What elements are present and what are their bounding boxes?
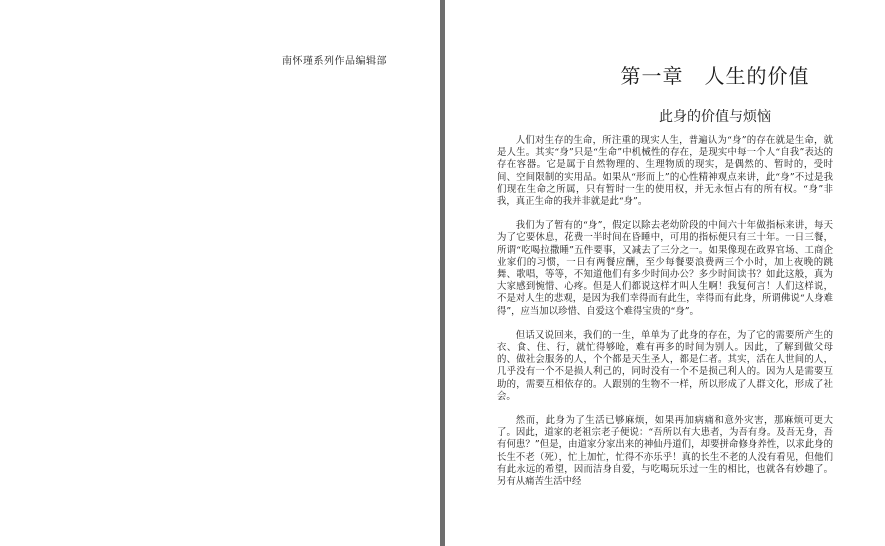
paragraph: 然而，此身为了生活已够麻烦，如果再加病痛和意外灾害，那麻烦可更大了。因此，道家的老祖宗老子便说：“吾所以有大患者，为吾有身。及吾无身，吾有何患？”但是，由道家分家出来的神仙丹道们，却要拼命修身养性，以求此身的长生不老（死），忙上加忙，忙得不亦乐乎！真的长生不老的人没有看见，但他们有此永远的希望，因而洁身自爱，与吃喝玩乐过一生的相比，也就各有妙趣了。另有从痛苦生活中经 xyxy=(497,415,833,488)
section-title: 此身的价值与烦恼 xyxy=(659,109,771,125)
series-credit: 南怀瑾系列作品编辑部 xyxy=(282,56,387,67)
paragraph: 但话又说回来，我们的一生，单单为了此身的存在，为了它的需要所产生的衣、食、住、行，就忙得够呛，难有再多的时间为别人。因此，了解到做父母的、做社会服务的人，个个都是天生圣人，都是仁者。其实，活在人世间的人，几乎没有一个不是损人利己的，同时没有一个不是损己利人的。因为人是需要互助的，需要互相依存的。人跟别的生物不一样，所以形成了人群文化，形成了社会。 xyxy=(497,329,833,402)
paragraph: 人们对生存的生命，所注重的现实人生，普遍认为“身”的存在就是生命，就是人生。其实“身”只是“生命”中机械性的存在，是现实中每一个人“自我”表达的存在容器。它是属于自然物理的、生理物质的现实，是偶然的、暂时的，受时间、空间限制的实用品。如果从“形而上”的心性精神观点来讲，此“身”不过是我们现在生命之所属，只有暂时一生的使用权，并无永恒占有的所有权。“身”非我，真正生命的我并非就是此“身”。 xyxy=(497,135,833,208)
body-text xyxy=(497,135,833,500)
paragraph: 我们为了暂有的“身”，假定以除去老幼阶段的中间六十年做指标来讲，每天为了它要休息，花费一半时间在昏睡中，可用的指标便只有三十年。一日三餐，所谓“吃喝拉撒睡”五件要事，又减去了三分之一。如果像现在政界官场、工商企业家们的习惯，一日有两餐应酬，至少每餐要浪费两三个小时，加上夜晚的跳舞、歌唱，等等，不知道他们有多少时间办公？多少时间读书？如此这般，真为大家感到惋惜、心疼。但是人们都说这样才叫人生啊！我复何言！人们这样说，不是对人生的悲观，是因为我们幸得而有此生，幸得而有此身，所谓佛说“人身难得”，应当加以珍惜、自爱这个难得宝贵的“身”。 xyxy=(497,220,833,317)
left-page xyxy=(0,0,440,546)
chapter-title: 第一章 人生的价值 xyxy=(620,64,810,88)
right-page xyxy=(445,0,885,546)
